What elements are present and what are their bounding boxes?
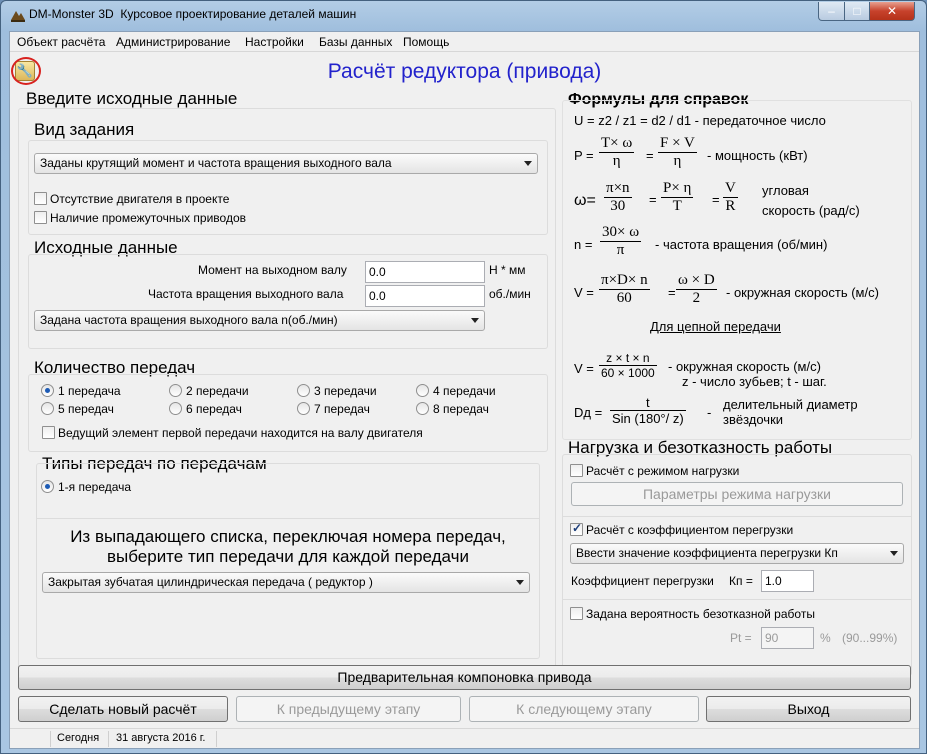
source-mode-select[interactable]: Задана частота вращения выходного вала n(об./мин)	[34, 310, 485, 331]
formula-v-frac1: $\frac{\pi\times D\times n}{60}$	[601, 272, 648, 306]
formula-omega-eq1: =	[649, 192, 657, 207]
intermediate-drives-checkbox[interactable]	[34, 211, 47, 224]
no-engine-label: Отсутствие двигателя в проекте	[50, 192, 230, 206]
first-gear-label: 1-я передача	[58, 480, 132, 494]
input-section-heading: Введите исходные данные	[26, 89, 238, 108]
gear-count-4-label: 4 передачи	[433, 384, 496, 398]
maximize-button[interactable]: □	[844, 2, 870, 21]
kp-label: Коэффициент перегрузки	[571, 574, 714, 588]
pt-input[interactable]	[761, 627, 814, 649]
menu-settings[interactable]: Настройки	[245, 35, 304, 49]
formula-n-text: - частота вращения (об/мин)	[655, 237, 828, 252]
overload-checkbox[interactable]	[570, 523, 583, 536]
gear-count-6-radio[interactable]	[169, 402, 182, 415]
gear-count-7-radio[interactable]	[297, 402, 310, 415]
torque-label: Момент на выходном валу	[198, 263, 347, 277]
divider	[562, 516, 912, 517]
formula-power-text: - мощность (кВт)	[707, 148, 808, 163]
formula-omega-frac1: $\frac{\pi\times n}{30}$	[606, 180, 630, 214]
gear-type-hint: Из выпадающего списка, переключая номера передач, выберите тип передачи для каждой передачи	[70, 527, 506, 566]
formula-v-eq: =	[668, 285, 676, 300]
torque-unit: Н * мм	[489, 263, 526, 277]
kp-symbol: Кп =	[729, 574, 753, 588]
gear-count-heading: Количество передач	[34, 358, 196, 377]
wrench-icon[interactable]: 🔧	[15, 61, 35, 81]
formula-omega-lhs: ω=	[574, 192, 596, 209]
load-params-button[interactable]: Параметры режима нагрузки	[571, 482, 903, 506]
first-gear-radio[interactable]	[41, 480, 54, 493]
formula-power-lhs: P =	[574, 148, 594, 163]
next-step-button[interactable]: К следующему этапу	[469, 696, 699, 722]
gear-count-1-label: 1 передача	[58, 384, 121, 398]
formula-omega-text2: скорость (рад/с)	[762, 203, 860, 218]
gear-count-2-radio[interactable]	[169, 384, 182, 397]
gear-count-2-label: 2 передачи	[186, 384, 249, 398]
formula-v-text: - окружная скорость (м/с)	[726, 285, 879, 300]
formula-power-eq: =	[646, 148, 654, 163]
formula-omega-frac2: $\frac{P\times \eta}{T}$	[663, 180, 692, 214]
menu-bar	[10, 32, 919, 52]
lead-element-label: Ведущий элемент первой передачи находится на валу двигателя	[58, 426, 423, 440]
formula-power-frac2: $\frac{F \times V}{\eta}$	[660, 135, 695, 169]
formula-n-lhs: n =	[574, 237, 593, 252]
gear-count-8-label: 8 передач	[433, 402, 489, 416]
gear-count-8-radio[interactable]	[416, 402, 429, 415]
exit-button[interactable]: Выход	[706, 696, 911, 722]
task-type-heading: Вид задания	[34, 120, 135, 139]
menu-object[interactable]: Объект расчёта	[17, 35, 106, 49]
kp-input[interactable]	[761, 570, 814, 592]
frequency-label: Частота вращения выходного вала	[148, 287, 344, 301]
formula-omega-eq2: =	[712, 192, 720, 207]
previous-step-button[interactable]: К предыдущему этапу	[236, 696, 461, 722]
page-title: Расчёт редуктора (привода)	[327, 60, 602, 83]
divider	[108, 731, 109, 747]
pt-label: Pt =	[730, 631, 752, 645]
source-data-heading: Исходные данные	[34, 238, 178, 257]
probability-checkbox[interactable]	[570, 607, 583, 620]
formulas-heading: Формулы для справок	[568, 91, 749, 108]
close-button[interactable]: ✕	[869, 2, 915, 21]
divider	[36, 518, 540, 519]
formula-vc-text1: - окружная скорость (м/с)	[668, 359, 821, 374]
gear-count-3-radio[interactable]	[297, 384, 310, 397]
title-bar[interactable]	[1, 1, 926, 31]
gear-count-5-label: 5 передач	[58, 402, 114, 416]
frequency-input[interactable]	[365, 285, 485, 307]
formula-d-lhs: Dд =	[574, 405, 603, 420]
status-date: 31 августа 2016 г.	[116, 732, 206, 744]
formula-vc-text2: z - число зубьев; t - шаг.	[682, 374, 827, 389]
gear-count-3-label: 3 передачи	[314, 384, 377, 398]
pt-unit: %	[820, 631, 831, 645]
no-engine-checkbox[interactable]	[34, 192, 47, 205]
status-bar	[10, 728, 919, 748]
frequency-unit: об./мин	[489, 287, 531, 301]
formula-d-text1: делительный диаметр	[723, 397, 858, 412]
window-title: DM-Monster 3D Курсовое проектирование деталей машин	[29, 7, 357, 21]
intermediate-drives-label: Наличие промежуточных приводов	[50, 211, 246, 225]
formula-omega-text1: угловая	[762, 183, 809, 198]
drive-layout-button[interactable]: Предварительная компоновка привода	[18, 665, 911, 690]
new-calculation-button[interactable]: Сделать новый расчёт	[18, 696, 228, 722]
client-area	[9, 31, 920, 749]
load-mode-label: Расчёт с режимом нагрузки	[586, 464, 740, 478]
gear-types-heading: Типы передач по передачам	[42, 454, 267, 473]
task-type-select[interactable]: Заданы крутящий момент и частота вращения выходного вала	[34, 153, 538, 174]
menu-databases[interactable]: Базы данных	[319, 35, 393, 49]
gear-count-1-radio[interactable]	[41, 384, 54, 397]
overload-label: Расчёт с коэффициентом перегрузки	[586, 523, 794, 537]
formula-d-dash: -	[707, 405, 712, 420]
formula-vc-lhs: V =	[574, 361, 594, 376]
gear-count-4-radio[interactable]	[416, 384, 429, 397]
formula-omega-frac3: $\frac{V}{R}$	[725, 180, 736, 214]
formula-n-frac: $\frac{30\times \omega}{\pi}$	[602, 224, 640, 258]
formula-d-frac: t Sin (180°/ z)	[612, 395, 684, 426]
formula-d-text2: звёздочки	[723, 412, 784, 427]
formula-vc-frac: $\frac{z \times t \times n}{60 \times 1000}$	[601, 351, 655, 380]
divider	[50, 731, 51, 747]
probability-label: Задана вероятность безотказной работы	[586, 607, 815, 621]
highlight-ring	[11, 57, 41, 85]
menu-help[interactable]: Помощь	[403, 35, 450, 49]
torque-input[interactable]	[365, 261, 485, 283]
load-mode-checkbox[interactable]	[570, 464, 583, 477]
divider	[216, 731, 217, 747]
divider	[562, 599, 912, 600]
formula-v-frac2: $\frac{\omega \times D}{2}$	[678, 272, 715, 306]
menu-admin[interactable]: Администрирование	[116, 35, 231, 49]
gear-count-7-label: 7 передач	[314, 402, 370, 416]
chain-heading: Для цепной передачи	[650, 319, 781, 334]
pt-range: (90...99%)	[842, 631, 898, 645]
app-logo-icon	[10, 8, 26, 22]
formula-ratio: U = z2 / z1 = d2 / d1 - передаточное число	[574, 113, 826, 128]
gear-count-6-label: 6 передач	[186, 402, 242, 416]
load-heading: Нагрузка и безотказность работы	[568, 438, 833, 457]
overload-select[interactable]: Ввести значение коэффициента перегрузки Кп	[570, 543, 904, 564]
status-today-label: Сегодня	[57, 732, 100, 744]
formula-v-lhs: V =	[574, 285, 594, 300]
gear-type-select[interactable]: Закрытая зубчатая цилиндрическая передача ( редуктор )	[42, 572, 530, 593]
minimize-button[interactable]: –	[818, 2, 845, 21]
gear-count-5-radio[interactable]	[41, 402, 54, 415]
formula-power-frac1: $\frac{T\times \omega}{\eta}$	[601, 135, 633, 169]
lead-element-checkbox[interactable]	[42, 426, 55, 439]
